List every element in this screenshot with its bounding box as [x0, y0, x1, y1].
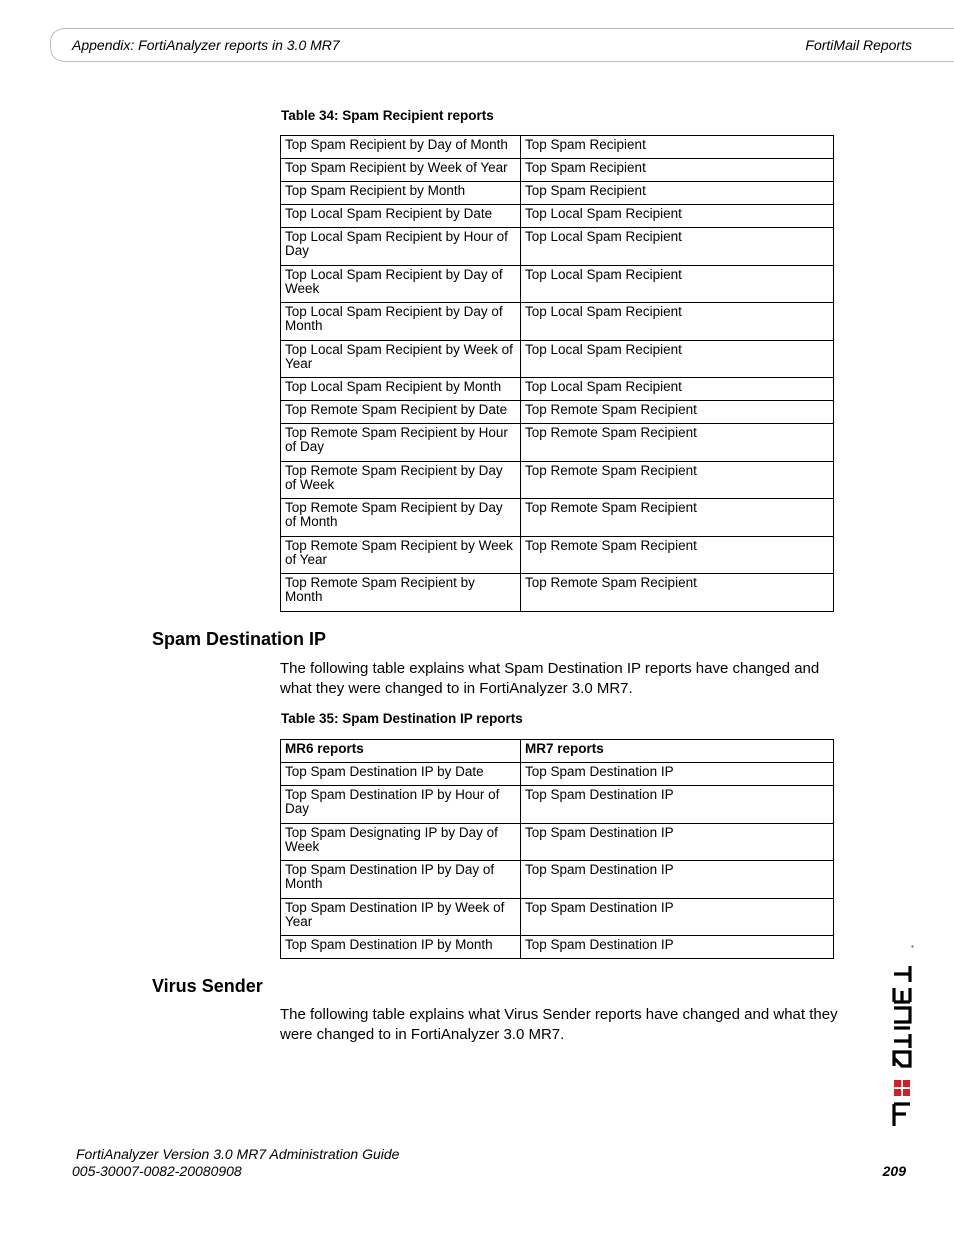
fortinet-logo-red-mark	[894, 1080, 910, 1096]
table-cell: Top Local Spam Recipient by Week of Year	[281, 340, 521, 378]
table-cell: Top Spam Recipient by Month	[281, 182, 521, 205]
table-cell: Top Local Spam Recipient by Month	[281, 378, 521, 401]
table34	[280, 135, 834, 612]
table-cell: Top Spam Destination IP	[521, 936, 834, 959]
table-cell: Top Spam Destination IP by Day of Month	[281, 861, 521, 899]
table-cell: Top Local Spam Recipient	[521, 378, 834, 401]
table-cell: Top Remote Spam Recipient	[521, 499, 834, 537]
table-cell: Top Remote Spam Recipient by Day of Week	[281, 461, 521, 499]
table-cell: Top Spam Recipient	[521, 159, 834, 182]
fortinet-logo	[886, 940, 916, 1130]
table-row	[281, 182, 834, 205]
footer-document-number: 005-30007-0082-20080908	[72, 1163, 242, 1179]
header-chapter-title: Appendix: FortiAnalyzer reports in 3.0 MR7	[72, 37, 340, 53]
table-cell: Top Spam Recipient by Week of Year	[281, 159, 521, 182]
table-row	[281, 136, 834, 159]
table-row	[281, 265, 834, 303]
table-cell: Top Remote Spam Recipient	[521, 461, 834, 499]
table-cell: Top Remote Spam Recipient	[521, 536, 834, 574]
table-row	[281, 303, 834, 341]
section-heading-spam-destination-ip: Spam Destination IP	[152, 629, 327, 649]
table-cell: Top Spam Recipient	[521, 136, 834, 159]
table-row	[281, 401, 834, 424]
table-cell: Top Spam Destination IP by Hour of Day	[281, 786, 521, 824]
table-cell: Top Spam Destination IP	[521, 898, 834, 936]
table-cell: Top Local Spam Recipient	[521, 303, 834, 341]
table-row	[281, 205, 834, 228]
table-cell: Top Spam Destination IP	[521, 823, 834, 861]
table-cell: Top Local Spam Recipient	[521, 205, 834, 228]
table-cell: Top Remote Spam Recipient by Month	[281, 574, 521, 612]
page-number: 209	[882, 1163, 906, 1179]
paragraph-virus-sender: The following table explains what Virus Sender reports have changed and what they were changed to in FortiAnalyzer 3.0 MR7.	[280, 1006, 838, 1043]
table-cell: Top Spam Destination IP by Date	[281, 763, 521, 786]
table-cell: Top Local Spam Recipient	[521, 340, 834, 378]
table-cell: Top Remote Spam Recipient by Day of Month	[281, 499, 521, 537]
table34-caption: Table 34: Spam Recipient reports	[281, 108, 494, 123]
paragraph-spam-destination-ip: The following table explains what Spam Destination IP reports have changed and what they were changed to in FortiAnalyzer 3.0 MR7.	[280, 660, 820, 697]
table-row	[281, 823, 834, 861]
table-header-row	[281, 740, 834, 763]
table-cell: Top Remote Spam Recipient	[521, 401, 834, 424]
table-cell: Top Spam Destination IP	[521, 786, 834, 824]
table-cell: Top Remote Spam Recipient	[521, 574, 834, 612]
table-cell: Top Spam Destination IP by Week of Year	[281, 898, 521, 936]
table-cell: Top Remote Spam Recipient	[521, 424, 834, 462]
table-row	[281, 159, 834, 182]
table-row	[281, 936, 834, 959]
table-cell: Top Local Spam Recipient	[521, 265, 834, 303]
footer-guide-title: FortiAnalyzer Version 3.0 MR7 Administration Guide	[76, 1146, 400, 1162]
table-cell: Top Remote Spam Recipient by Hour of Day	[281, 424, 521, 462]
table-row	[281, 499, 834, 537]
table-cell: Top Remote Spam Recipient by Week of Year	[281, 536, 521, 574]
table35-caption: Table 35: Spam Destination IP reports	[281, 711, 523, 726]
table-cell: Top Local Spam Recipient by Day of Month	[281, 303, 521, 341]
table-row	[281, 786, 834, 824]
table-cell: Top Local Spam Recipient	[521, 228, 834, 266]
table-cell: Top Spam Destination IP by Month	[281, 936, 521, 959]
table-cell: Top Spam Recipient	[521, 182, 834, 205]
table35	[280, 739, 834, 959]
table-cell: Top Spam Designating IP by Day of Week	[281, 823, 521, 861]
table-row	[281, 424, 834, 462]
table-row	[281, 461, 834, 499]
section-heading-virus-sender: Virus Sender	[152, 976, 263, 996]
table-row	[281, 861, 834, 899]
table-header-cell: MR7 reports	[521, 740, 834, 763]
table-header-cell: MR6 reports	[281, 740, 521, 763]
table-row	[281, 536, 834, 574]
svg-text:®: ®	[911, 944, 914, 949]
table-row	[281, 763, 834, 786]
table-row	[281, 340, 834, 378]
table-cell: Top Local Spam Recipient by Date	[281, 205, 521, 228]
header-section-title: FortiMail Reports	[805, 37, 912, 53]
table-cell: Top Local Spam Recipient by Day of Week	[281, 265, 521, 303]
table-cell: Top Spam Recipient by Day of Month	[281, 136, 521, 159]
table-row	[281, 228, 834, 266]
table-cell: Top Spam Destination IP	[521, 763, 834, 786]
table-cell: Top Remote Spam Recipient by Date	[281, 401, 521, 424]
table-row	[281, 378, 834, 401]
table-cell: Top Spam Destination IP	[521, 861, 834, 899]
table-row	[281, 898, 834, 936]
table-row	[281, 574, 834, 612]
table-cell: Top Local Spam Recipient by Hour of Day	[281, 228, 521, 266]
